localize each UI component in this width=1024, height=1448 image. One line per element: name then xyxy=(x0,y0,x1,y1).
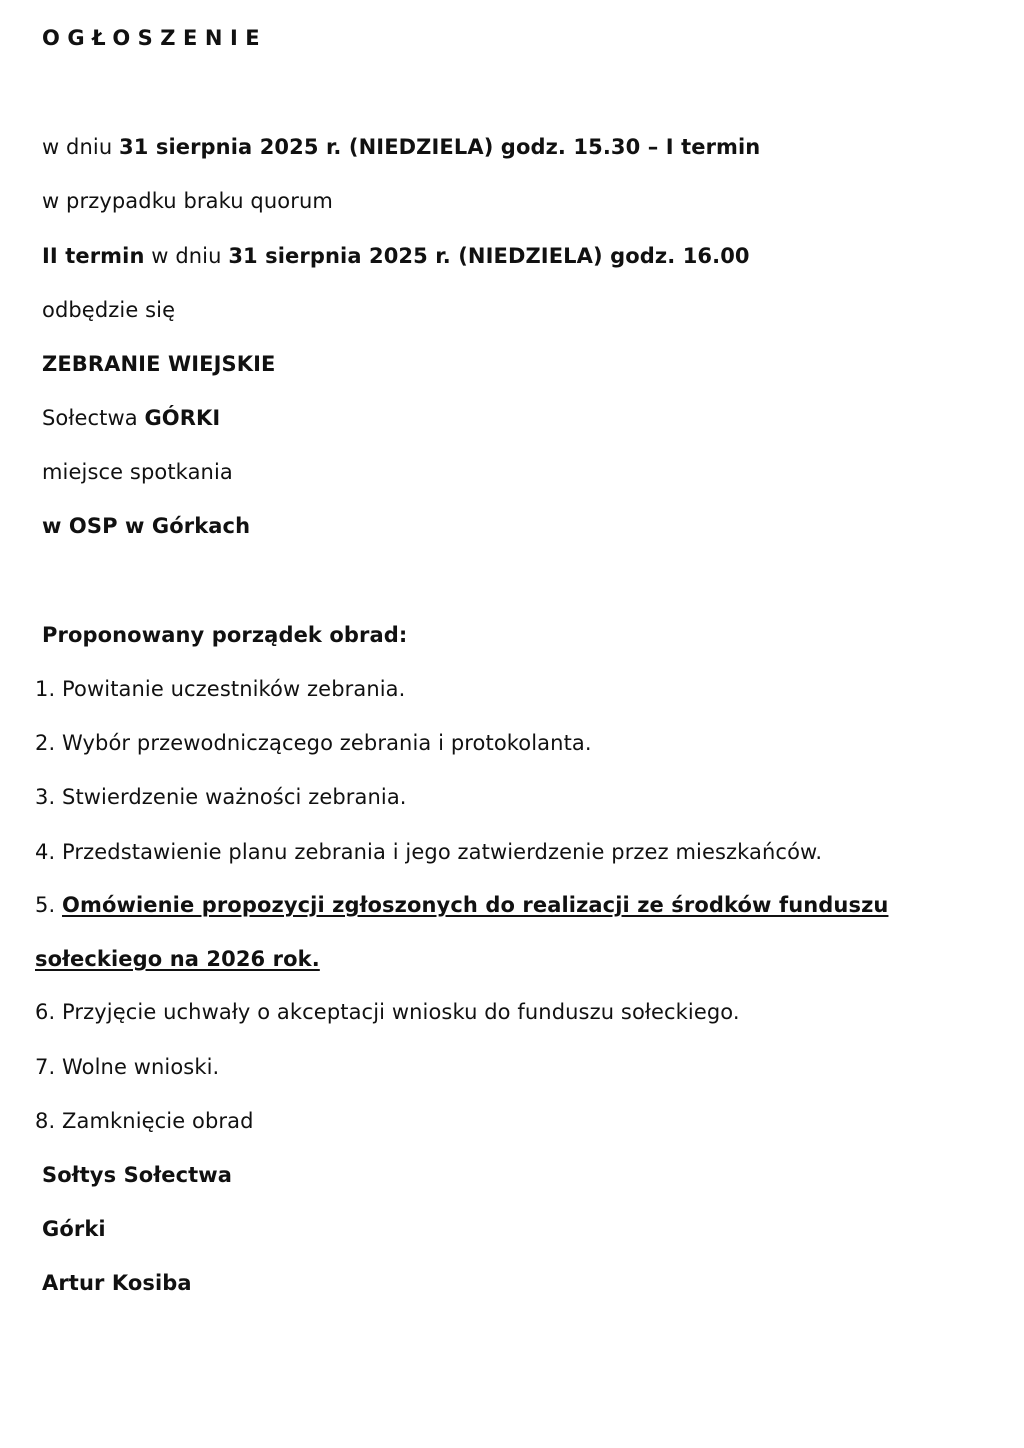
agenda-item-number: 8. xyxy=(35,1109,63,1133)
agenda-item-1 xyxy=(35,675,405,703)
signature-role: Sołtys Sołectwa xyxy=(42,1163,233,1187)
signature-name: Artur Kosiba xyxy=(42,1271,192,1295)
second-term-line xyxy=(42,242,750,270)
second-term-label: II termin xyxy=(42,244,145,268)
no-quorum-line: w przypadku braku quorum xyxy=(42,189,333,213)
document-title: OGŁOSZENIE xyxy=(42,26,268,50)
agenda-item-5-continuation xyxy=(35,945,320,973)
will-take-place-line: odbędzie się xyxy=(42,298,176,322)
agenda-item-7 xyxy=(35,1053,219,1081)
agenda-item-text: Powitanie uczestników zebrania. xyxy=(62,677,406,701)
agenda-item-text: Wybór przewodniczącego zebrania i protokolanta. xyxy=(62,731,592,755)
agenda-item-text-highlight-continued: sołeckiego na 2026 rok. xyxy=(35,947,320,971)
first-term-line xyxy=(42,133,760,161)
meeting-place: w OSP w Górkach xyxy=(42,514,251,538)
agenda-item-number: 6. xyxy=(35,1000,63,1024)
agenda-item-text: Stwierdzenie ważności zebrania. xyxy=(62,785,407,809)
agenda-item-number: 7. xyxy=(35,1055,63,1079)
agenda-item-number: 5. xyxy=(35,893,63,917)
agenda-item-text-highlight: Omówienie propozycji zgłoszonych do realizacji ze środków funduszu xyxy=(62,893,889,917)
agenda-item-3 xyxy=(35,783,407,811)
meeting-name: ZEBRANIE WIEJSKIE xyxy=(42,352,276,376)
agenda-item-6 xyxy=(35,998,740,1026)
agenda-heading: Proponowany porządek obrad: xyxy=(42,623,408,647)
agenda-item-text: Wolne wnioski. xyxy=(62,1055,220,1079)
agenda-item-8 xyxy=(35,1107,254,1135)
second-term-date: 31 sierpnia 2025 r. (NIEDZIELA) godz. 16.00 xyxy=(228,244,750,268)
agenda-item-2 xyxy=(35,729,592,757)
second-term-middle: w dniu xyxy=(144,244,229,268)
village-line xyxy=(42,404,220,432)
agenda-item-text: Zamknięcie obrad xyxy=(62,1109,254,1133)
agenda-item-number: 3. xyxy=(35,785,63,809)
place-label: miejsce spotkania xyxy=(42,460,233,484)
first-term-prefix: w dniu xyxy=(42,135,120,159)
agenda-item-number: 1. xyxy=(35,677,63,701)
agenda-item-5 xyxy=(35,891,888,919)
village-prefix: Sołectwa xyxy=(42,406,145,430)
agenda-item-text: Przyjęcie uchwały o akceptacji wniosku do funduszu sołeckiego. xyxy=(62,1000,740,1024)
village-name: GÓRKI xyxy=(144,406,221,430)
agenda-item-number: 4. xyxy=(35,840,63,864)
agenda-item-4 xyxy=(35,838,822,866)
signature-place: Górki xyxy=(42,1217,106,1241)
agenda-item-number: 2. xyxy=(35,731,63,755)
first-term-date: 31 sierpnia 2025 r. (NIEDZIELA) godz. 15.30 – I termin xyxy=(119,135,761,159)
agenda-item-text: Przedstawienie planu zebrania i jego zatwierdzenie przez mieszkańców. xyxy=(62,840,823,864)
